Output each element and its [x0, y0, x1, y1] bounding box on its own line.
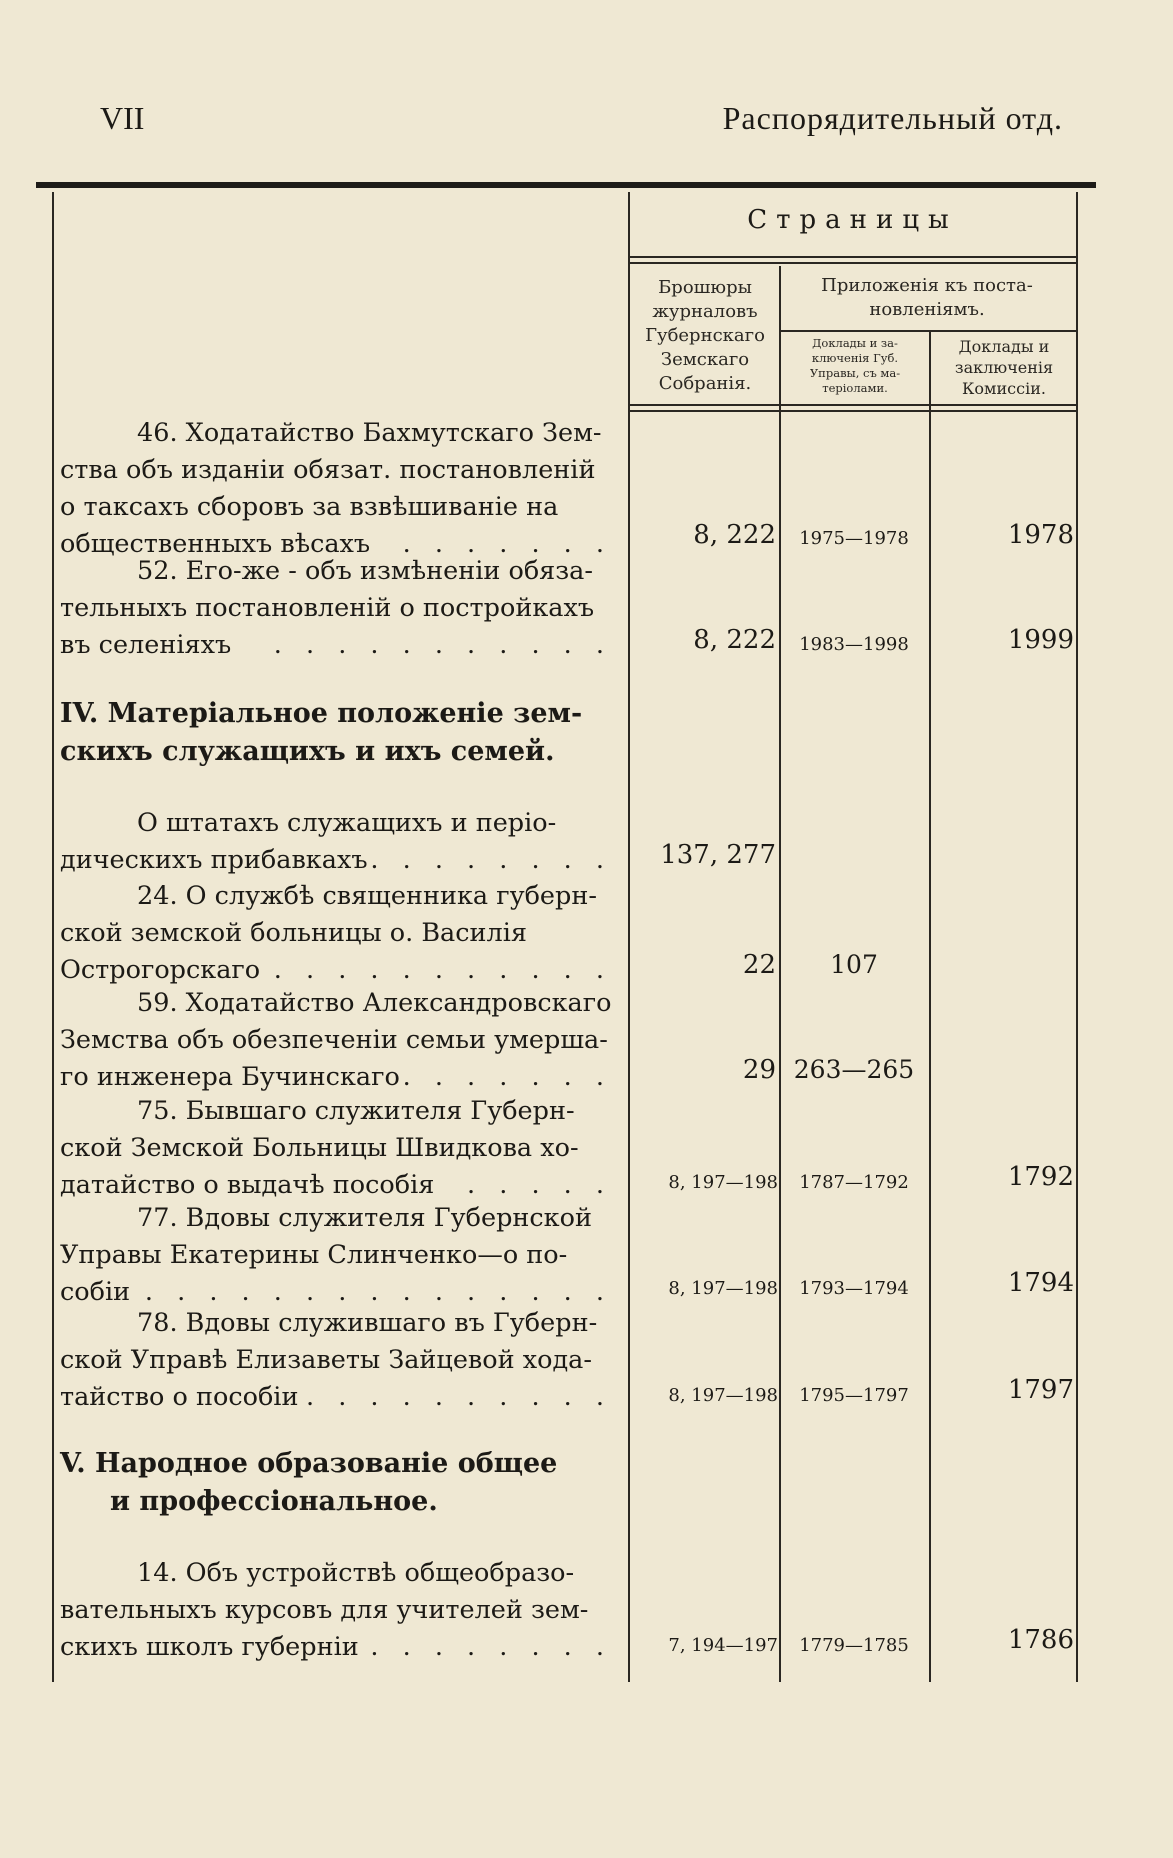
brochure-page: 8, 197—198 [668, 1172, 778, 1193]
left-border [52, 192, 54, 1682]
appendices-heading [782, 274, 1072, 322]
entry-last-line [60, 952, 612, 989]
entry-line: ской Земской Больницы Швидкова хо- [60, 1133, 579, 1163]
brochure-page: 8, 222 [693, 625, 776, 655]
entry-46 [60, 415, 612, 563]
entry-line: 75. Бывшаго служителя Губерн- [137, 1096, 575, 1126]
entry-text: тайство о пособіи [60, 1382, 299, 1412]
leader-dots: . . . . . . . [402, 529, 612, 559]
board-column-divider [929, 330, 931, 1682]
heading-line: заключенія [954, 358, 1054, 377]
entry-line: тельныхъ постановленій о постройкахъ [60, 593, 595, 623]
desc-column-divider [628, 192, 630, 1682]
entry-last-line [60, 627, 612, 664]
board-pages: 263—265 [793, 1055, 915, 1084]
heading-line: Земскаго [660, 349, 750, 370]
section-line: V. Народное образованіе общее [60, 1448, 558, 1479]
heading-line: Приложенія къ поста- [821, 275, 1033, 296]
entry-line: Управы Екатерины Слинченко—о по- [60, 1240, 568, 1270]
commission-page: 1978 [1007, 520, 1074, 550]
leader-dots: . . . . . . . . . . [305, 1382, 612, 1412]
entry-text: общественныхъ вѣсахъ [60, 529, 371, 559]
entry-line: 24. О службѣ священника губерн- [137, 881, 597, 911]
entry-last-line [60, 1059, 612, 1096]
section-line: IV. Матеріальное положеніе зем- [60, 698, 583, 729]
heading-line: теріолами. [822, 381, 888, 395]
page-header [100, 100, 1063, 150]
brochure-page: 22 [742, 950, 776, 980]
commission-page: 1999 [1007, 625, 1074, 655]
heading-line: журналовъ [652, 301, 758, 322]
entry-last-line [60, 1379, 612, 1416]
right-border [1076, 192, 1078, 1682]
commission-page: 1797 [1007, 1375, 1074, 1405]
board-reports-heading [782, 336, 928, 396]
brochure-page: 8, 197—198 [668, 1385, 778, 1406]
entry-line: 77. Вдовы служителя Губернской [137, 1203, 592, 1233]
entry-line: вательныхъ курсовъ для учителей зем- [60, 1595, 589, 1625]
entry-line: 78. Вдовы служившаго въ Губерн- [137, 1308, 598, 1338]
leader-dots: . . . . . . . . [370, 1632, 612, 1662]
entry-77 [60, 1200, 612, 1311]
entry-78 [60, 1305, 612, 1416]
page-number: VII [100, 100, 145, 136]
header-bottom-rule-2 [630, 410, 1076, 412]
heading-line: Управы, съ ма- [809, 366, 901, 380]
entry-line: о таксахъ сборовъ за взвѣшиваніе на [60, 492, 559, 522]
board-pages: 1795—1797 [799, 1385, 909, 1406]
heading-line: Губернскаго [645, 325, 765, 346]
heading-line: ключенія Губ. [811, 351, 899, 365]
leader-dots: . . . . . [467, 1170, 612, 1200]
entry-line: 14. Объ устройствѣ общеобразо- [137, 1558, 575, 1588]
entry-line: О штатахъ служащихъ и періо- [137, 808, 557, 838]
entry-59 [60, 985, 612, 1096]
title-rule-2 [630, 262, 1076, 264]
section-iv-title [60, 695, 620, 771]
entry-line: ской земской больницы о. Василія [60, 918, 527, 948]
brochure-page: 8, 222 [693, 520, 776, 550]
top-rule [36, 182, 1096, 188]
pages-heading: Страницы [747, 205, 958, 235]
entry-text: собіи [60, 1277, 131, 1307]
entry-line: 59. Ходатайство Александровскаго [137, 988, 612, 1018]
entry-text: Острогорскаго [60, 955, 261, 985]
section-line: скихъ служащихъ и ихъ семей. [60, 736, 555, 767]
entry-14 [60, 1555, 612, 1666]
leader-dots: . . . . . . . . . . . . . . . [144, 1277, 612, 1307]
leader-dots: . . . . . . . . [370, 845, 612, 875]
heading-line: новленіямъ. [869, 299, 985, 320]
brochure-page: 29 [742, 1055, 776, 1085]
leader-dots: . . . . . . . . . . . [273, 955, 612, 985]
board-pages: 1983—1998 [799, 634, 909, 655]
heading-line: Комиссіи. [962, 379, 1046, 398]
entry-75 [60, 1093, 612, 1204]
commission-page: 1794 [1007, 1268, 1074, 1298]
leader-dots: . . . . . . . [402, 1062, 612, 1092]
commission-page: 1786 [1007, 1625, 1074, 1655]
board-pages: 1787—1792 [799, 1172, 909, 1193]
board-pages: 107 [830, 950, 878, 979]
entry-line: 46. Ходатайство Бахмутскаго Зем- [137, 418, 602, 448]
brochure-page: 137, 277 [660, 840, 776, 870]
entry-52 [60, 553, 612, 664]
board-pages: 1975—1978 [799, 528, 909, 549]
entry-last-line [60, 1167, 612, 1204]
entry-24 [60, 878, 612, 989]
entry-staff [60, 805, 612, 879]
entry-text: дическихъ прибавкахъ [60, 845, 368, 875]
entry-text: го инженера Бучинскаго [60, 1062, 400, 1092]
brochure-page: 8, 197—198 [668, 1278, 778, 1299]
section-v-title [60, 1445, 620, 1521]
commission-reports-heading [934, 336, 1074, 399]
board-pages: 1779—1785 [799, 1635, 909, 1656]
leader-dots: . . . . . . . . . . . [273, 630, 612, 660]
brochure-column-divider [779, 266, 781, 1682]
heading-line: Доклады и за- [812, 336, 898, 350]
entry-text: въ селеніяхъ [60, 630, 232, 660]
commission-page: 1792 [1007, 1162, 1074, 1192]
appendix-rule [781, 330, 1076, 332]
entry-line: 52. Его-же - объ измѣненіи обяза- [137, 556, 593, 586]
entry-last-line [60, 842, 612, 879]
entry-last-line [60, 1629, 612, 1666]
entry-line: ской Управѣ Елизаветы Зайцевой хода- [60, 1345, 592, 1375]
section-line: и профессіональное. [110, 1486, 438, 1517]
heading-line: Брошюры [658, 277, 752, 298]
entry-text: скихъ школъ губерніи [60, 1632, 359, 1662]
board-pages: 1793—1794 [799, 1278, 909, 1299]
entry-text: датайство о выдачѣ пособія [60, 1170, 435, 1200]
brochures-heading [632, 276, 778, 396]
title-rule [630, 256, 1076, 258]
heading-line: Собранія. [658, 373, 752, 394]
entry-line: ства объ изданіи обязат. постановленій [60, 455, 596, 485]
entry-line: Земства объ обезпеченіи семьи умерша- [60, 1025, 608, 1055]
header-bottom-rule [630, 404, 1076, 406]
heading-line: Доклады и [958, 337, 1050, 356]
section-title: Распорядительный отд. [722, 100, 1063, 136]
brochure-page: 7, 194—197 [668, 1635, 778, 1656]
